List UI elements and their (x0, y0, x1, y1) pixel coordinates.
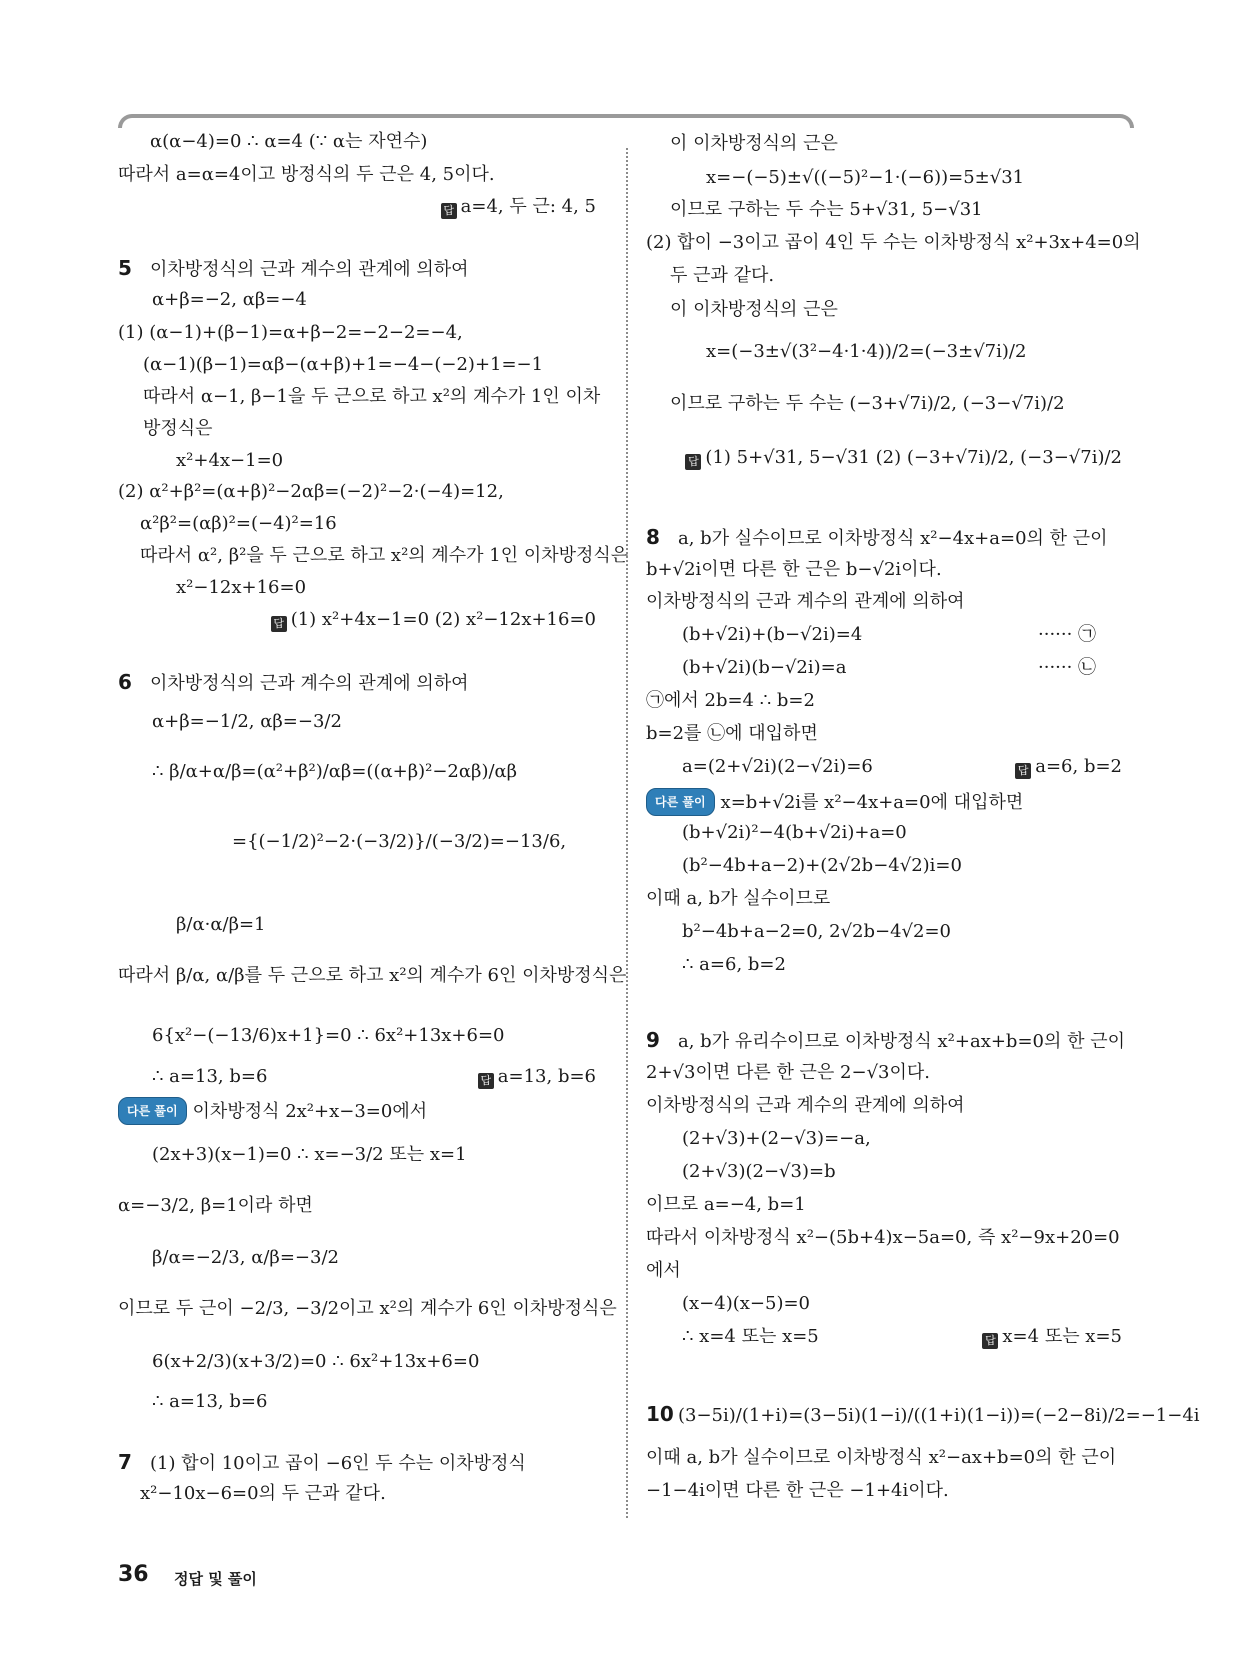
line-text: (1) x²+4x−1=0 (2) x²−12x+16=0 (290, 609, 596, 630)
solution-line (176, 449, 283, 473)
line-text: 이므로 두 근이 −2/3, −3/2이고 x²의 계수가 6인 이차방정식은 (118, 1298, 617, 1319)
line-text: (b+√2i)(b−√2i)=a (682, 657, 847, 678)
solution-line (646, 689, 815, 713)
line-text: 이므로 구하는 두 수는 (−3+√7i)/2, (−3−√7i)/2 (670, 393, 1065, 414)
solution-line (118, 1097, 427, 1125)
line-text: (3−5i)/(1+i)=(3−5i)(1−i)/((1+i)(1−i))=(−2−8i)/2=−1−4i (678, 1405, 1200, 1426)
page-number: 36 (118, 1562, 149, 1587)
line-text: (2+√3)+(2−√3)=−a, (682, 1128, 871, 1149)
line-text: α²β²=(αβ)²=(−4)²=16 (140, 513, 337, 534)
answer-line (478, 1065, 596, 1089)
problem-number: 6 (118, 670, 132, 694)
solution-line (682, 656, 846, 680)
line-text: x=(−3±√(3²−4·1·4))/2=(−3±√7i)/2 (706, 341, 1027, 362)
solution-line (682, 953, 786, 977)
problem-number: 8 (646, 525, 660, 549)
solution-line (176, 913, 266, 937)
solution-line (646, 1193, 806, 1217)
line-text: b+√2i이면 다른 한 근은 b−√2i이다. (646, 559, 942, 580)
solution-line (646, 1226, 1120, 1250)
solution-line (143, 385, 600, 409)
line-text: (α−1)(β−1)=αβ−(α+β)+1=−4−(−2)+1=−1 (143, 354, 544, 375)
line-text: x=b+√2i를 x²−4x+a=0에 대입하면 (720, 792, 1024, 813)
line-text: 두 근과 같다. (670, 265, 775, 286)
solution-line (118, 1297, 617, 1321)
solution-line (143, 417, 213, 441)
solution-line (140, 512, 337, 536)
solution-line (118, 480, 504, 504)
solution-line (152, 710, 342, 734)
line-text: a, b가 유리수이므로 이차방정식 x²+ax+b=0의 한 근이 (678, 1031, 1125, 1052)
solution-line (118, 321, 463, 345)
column-divider (626, 148, 628, 1518)
answer-badge-icon: 답 (685, 454, 701, 470)
line-text: 이 이차방정식의 근은 (670, 299, 838, 320)
solution-line (670, 132, 838, 156)
solution-line (646, 788, 1023, 816)
line-text: 이때 a, b가 실수이므로 이차방정식 x²−ax+b=0의 한 근이 (646, 1447, 1117, 1468)
problem-heading (118, 256, 468, 282)
line-text: 방정식은 (143, 418, 213, 439)
solution-line (150, 130, 427, 154)
line-text: 이차방정식의 근과 계수의 관계에 의하여 (150, 673, 469, 694)
line-text: β/α·α/β=1 (176, 914, 266, 935)
line-text: b=2를 ㉡에 대입하면 (646, 723, 818, 744)
line-text: (2) α²+β²=(α+β)²−2αβ=(−2)²−2·(−4)=12, (118, 481, 504, 502)
line-text: 따라서 α−1, β−1을 두 근으로 하고 x²의 계수가 1인 이차 (143, 386, 601, 407)
answer-badge-icon: 답 (982, 1333, 998, 1349)
line-text: 이므로 구하는 두 수는 5+√31, 5−√31 (670, 199, 983, 220)
answer-line (982, 1325, 1122, 1349)
line-text: 이므로 a=−4, b=1 (646, 1194, 806, 1215)
solution-line (152, 1246, 339, 1270)
solution-line (152, 760, 517, 784)
solution-line (646, 1094, 964, 1118)
line-text: x²+4x−1=0 (176, 450, 284, 471)
solution-line (670, 392, 1065, 416)
line-text: ∴ β/α+α/β=(α²+β²)/αβ=((α+β)²−2αβ)/αβ (152, 761, 518, 782)
solution-line (118, 1194, 313, 1218)
solution-line (152, 1350, 479, 1374)
solution-line (646, 1479, 949, 1503)
answer-line (685, 446, 1122, 470)
line-text: (2) 합이 −3이고 곱이 4인 두 수는 이차방정식 x²+3x+4=0의 (646, 232, 1141, 253)
line-text: ······ ㉠ (1038, 624, 1097, 645)
line-text: x=−(−5)±√((−5)²−1·(−6))=5±√31 (706, 167, 1025, 188)
solution-line (143, 353, 543, 377)
problem-heading (646, 1028, 1125, 1054)
line-text: 에서 (646, 1260, 681, 1281)
line-text: a=(2+√2i)(2−√2i)=6 (682, 756, 873, 777)
problem-heading (118, 670, 468, 696)
solution-line (682, 920, 951, 944)
alt-solution-badge: 다른 풀이 (646, 788, 715, 816)
line-text: ······ ㉡ (1038, 657, 1097, 678)
line-text: ∴ x=4 또는 x=5 (682, 1326, 819, 1347)
solution-line (152, 1065, 267, 1089)
solution-line (118, 964, 626, 988)
line-text: (2+√3)(2−√3)=b (682, 1161, 836, 1182)
solution-line (646, 590, 964, 614)
line-text: α(α−4)=0 ∴ α=4 (∵ α는 자연수) (150, 131, 428, 152)
line-text: α=−3/2, β=1이라 하면 (118, 1195, 313, 1216)
solution-line (682, 1127, 871, 1151)
line-text: x²−10x−6=0의 두 근과 같다. (140, 1483, 386, 1504)
line-text: α+β=−1/2, αβ=−3/2 (152, 711, 342, 732)
problem-number: 7 (118, 1450, 132, 1474)
solution-line (682, 821, 907, 845)
line-text: α+β=−2, αβ=−4 (152, 289, 307, 310)
solution-line (682, 755, 873, 779)
solution-line (152, 1024, 505, 1048)
solution-line (682, 854, 962, 878)
solution-line (118, 163, 495, 187)
solution-line (682, 623, 862, 647)
solution-line (1038, 656, 1096, 680)
solution-line (1038, 623, 1096, 647)
line-text: 따라서 α², β²을 두 근으로 하고 x²의 계수가 1인 이차방정식은 (140, 545, 629, 566)
solution-line (682, 1292, 810, 1316)
solution-line (706, 166, 1024, 190)
line-text: x²−12x+16=0 (176, 577, 307, 598)
line-text: 이차방정식 2x²+x−3=0에서 (192, 1101, 428, 1122)
solution-line (152, 288, 307, 312)
line-text: (b+√2i)²−4(b+√2i)+a=0 (682, 822, 907, 843)
line-text: β/α=−2/3, α/β=−3/2 (152, 1247, 339, 1268)
line-text: 2+√3이면 다른 한 근은 2−√3이다. (646, 1062, 931, 1083)
line-text: b²−4b+a−2=0, 2√2b−4√2=0 (682, 921, 952, 942)
line-text: a=4, 두 근: 4, 5 (460, 196, 596, 217)
line-text: 이차방정식의 근과 계수의 관계에 의하여 (150, 259, 469, 280)
line-text: (1) 5+√31, 5−√31 (2) (−3+√7i)/2, (−3−√7i)/2 (705, 447, 1122, 468)
solution-line (140, 544, 628, 568)
line-text: (x−4)(x−5)=0 (682, 1293, 810, 1314)
problem-number: 10 (646, 1402, 674, 1426)
solution-line (232, 830, 566, 854)
answer-line (441, 195, 596, 219)
answer-badge-icon: 답 (441, 203, 457, 219)
page-header-rule (118, 114, 1134, 128)
line-text: 6(x+2/3)(x+3/2)=0 ∴ 6x²+13x+6=0 (152, 1351, 480, 1372)
problem-heading (118, 1450, 526, 1476)
line-text: (1) 합이 10이고 곱이 −6인 두 수는 이차방정식 (150, 1453, 526, 1474)
line-text: x=4 또는 x=5 (1002, 1326, 1122, 1347)
line-text: ={(−1/2)²−2·(−3/2)}/(−3/2)=−13/6, (232, 831, 567, 852)
section-title: 정답 및 풀이 (174, 1570, 257, 1588)
line-text: 이차방정식의 근과 계수의 관계에 의하여 (646, 1095, 965, 1116)
line-text: (b+√2i)+(b−√2i)=4 (682, 624, 863, 645)
solution-line (646, 558, 942, 582)
line-text: 따라서 β/α, α/β를 두 근으로 하고 x²의 계수가 6인 이차방정식은 (118, 965, 627, 986)
solution-line (682, 1325, 819, 1349)
line-text: a, b가 실수이므로 이차방정식 x²−4x+a=0의 한 근이 (678, 528, 1108, 549)
problem-heading (646, 525, 1108, 551)
solution-line (152, 1143, 467, 1167)
line-text: a=6, b=2 (1035, 756, 1122, 777)
problem-number: 9 (646, 1028, 660, 1052)
problem-number: 5 (118, 256, 132, 280)
line-text: ∴ a=6, b=2 (682, 954, 786, 975)
solution-line (152, 1390, 267, 1414)
answer-badge-icon: 답 (478, 1073, 494, 1089)
line-text: ∴ a=13, b=6 (152, 1066, 268, 1087)
line-text: 따라서 이차방정식 x²−(5b+4)x−5a=0, 즉 x²−9x+20=0 (646, 1227, 1120, 1248)
line-text: (1) (α−1)+(β−1)=α+β−2=−2−2=−4, (118, 322, 463, 343)
answer-badge-icon: 답 (271, 616, 287, 632)
solution-line (646, 231, 1141, 255)
line-text: 6{x²−(−13/6)x+1}=0 ∴ 6x²+13x+6=0 (152, 1025, 505, 1046)
solution-line (646, 722, 818, 746)
solution-line (670, 264, 774, 288)
line-text: 이 이차방정식의 근은 (670, 133, 838, 154)
line-text: ∴ a=13, b=6 (152, 1391, 268, 1412)
line-text: (b²−4b+a−2)+(2√2b−4√2)i=0 (682, 855, 962, 876)
solution-line (646, 1061, 930, 1085)
solution-line (646, 1446, 1116, 1470)
line-text: ㉠에서 2b=4 ∴ b=2 (646, 690, 815, 711)
solution-line (646, 887, 830, 911)
solution-line (670, 198, 983, 222)
answer-badge-icon: 답 (1015, 763, 1031, 779)
line-text: (2x+3)(x−1)=0 ∴ x=−3/2 또는 x=1 (152, 1144, 467, 1165)
solution-line (682, 1160, 836, 1184)
solution-line (176, 576, 306, 600)
answer-line (271, 608, 596, 632)
solution-line (670, 298, 838, 322)
solution-line (646, 1259, 681, 1283)
solution-line (140, 1482, 386, 1506)
line-text: 따라서 a=α=4이고 방정식의 두 근은 4, 5이다. (118, 164, 495, 185)
alt-solution-badge: 다른 풀이 (118, 1097, 187, 1125)
line-text: 이차방정식의 근과 계수의 관계에 의하여 (646, 591, 965, 612)
line-text: a=13, b=6 (497, 1066, 596, 1087)
answer-line (1015, 755, 1122, 779)
solution-line (706, 340, 1026, 364)
problem-heading (646, 1402, 1200, 1428)
line-text: 이때 a, b가 실수이므로 (646, 888, 831, 909)
line-text: −1−4i이면 다른 한 근은 −1+4i이다. (646, 1480, 949, 1501)
